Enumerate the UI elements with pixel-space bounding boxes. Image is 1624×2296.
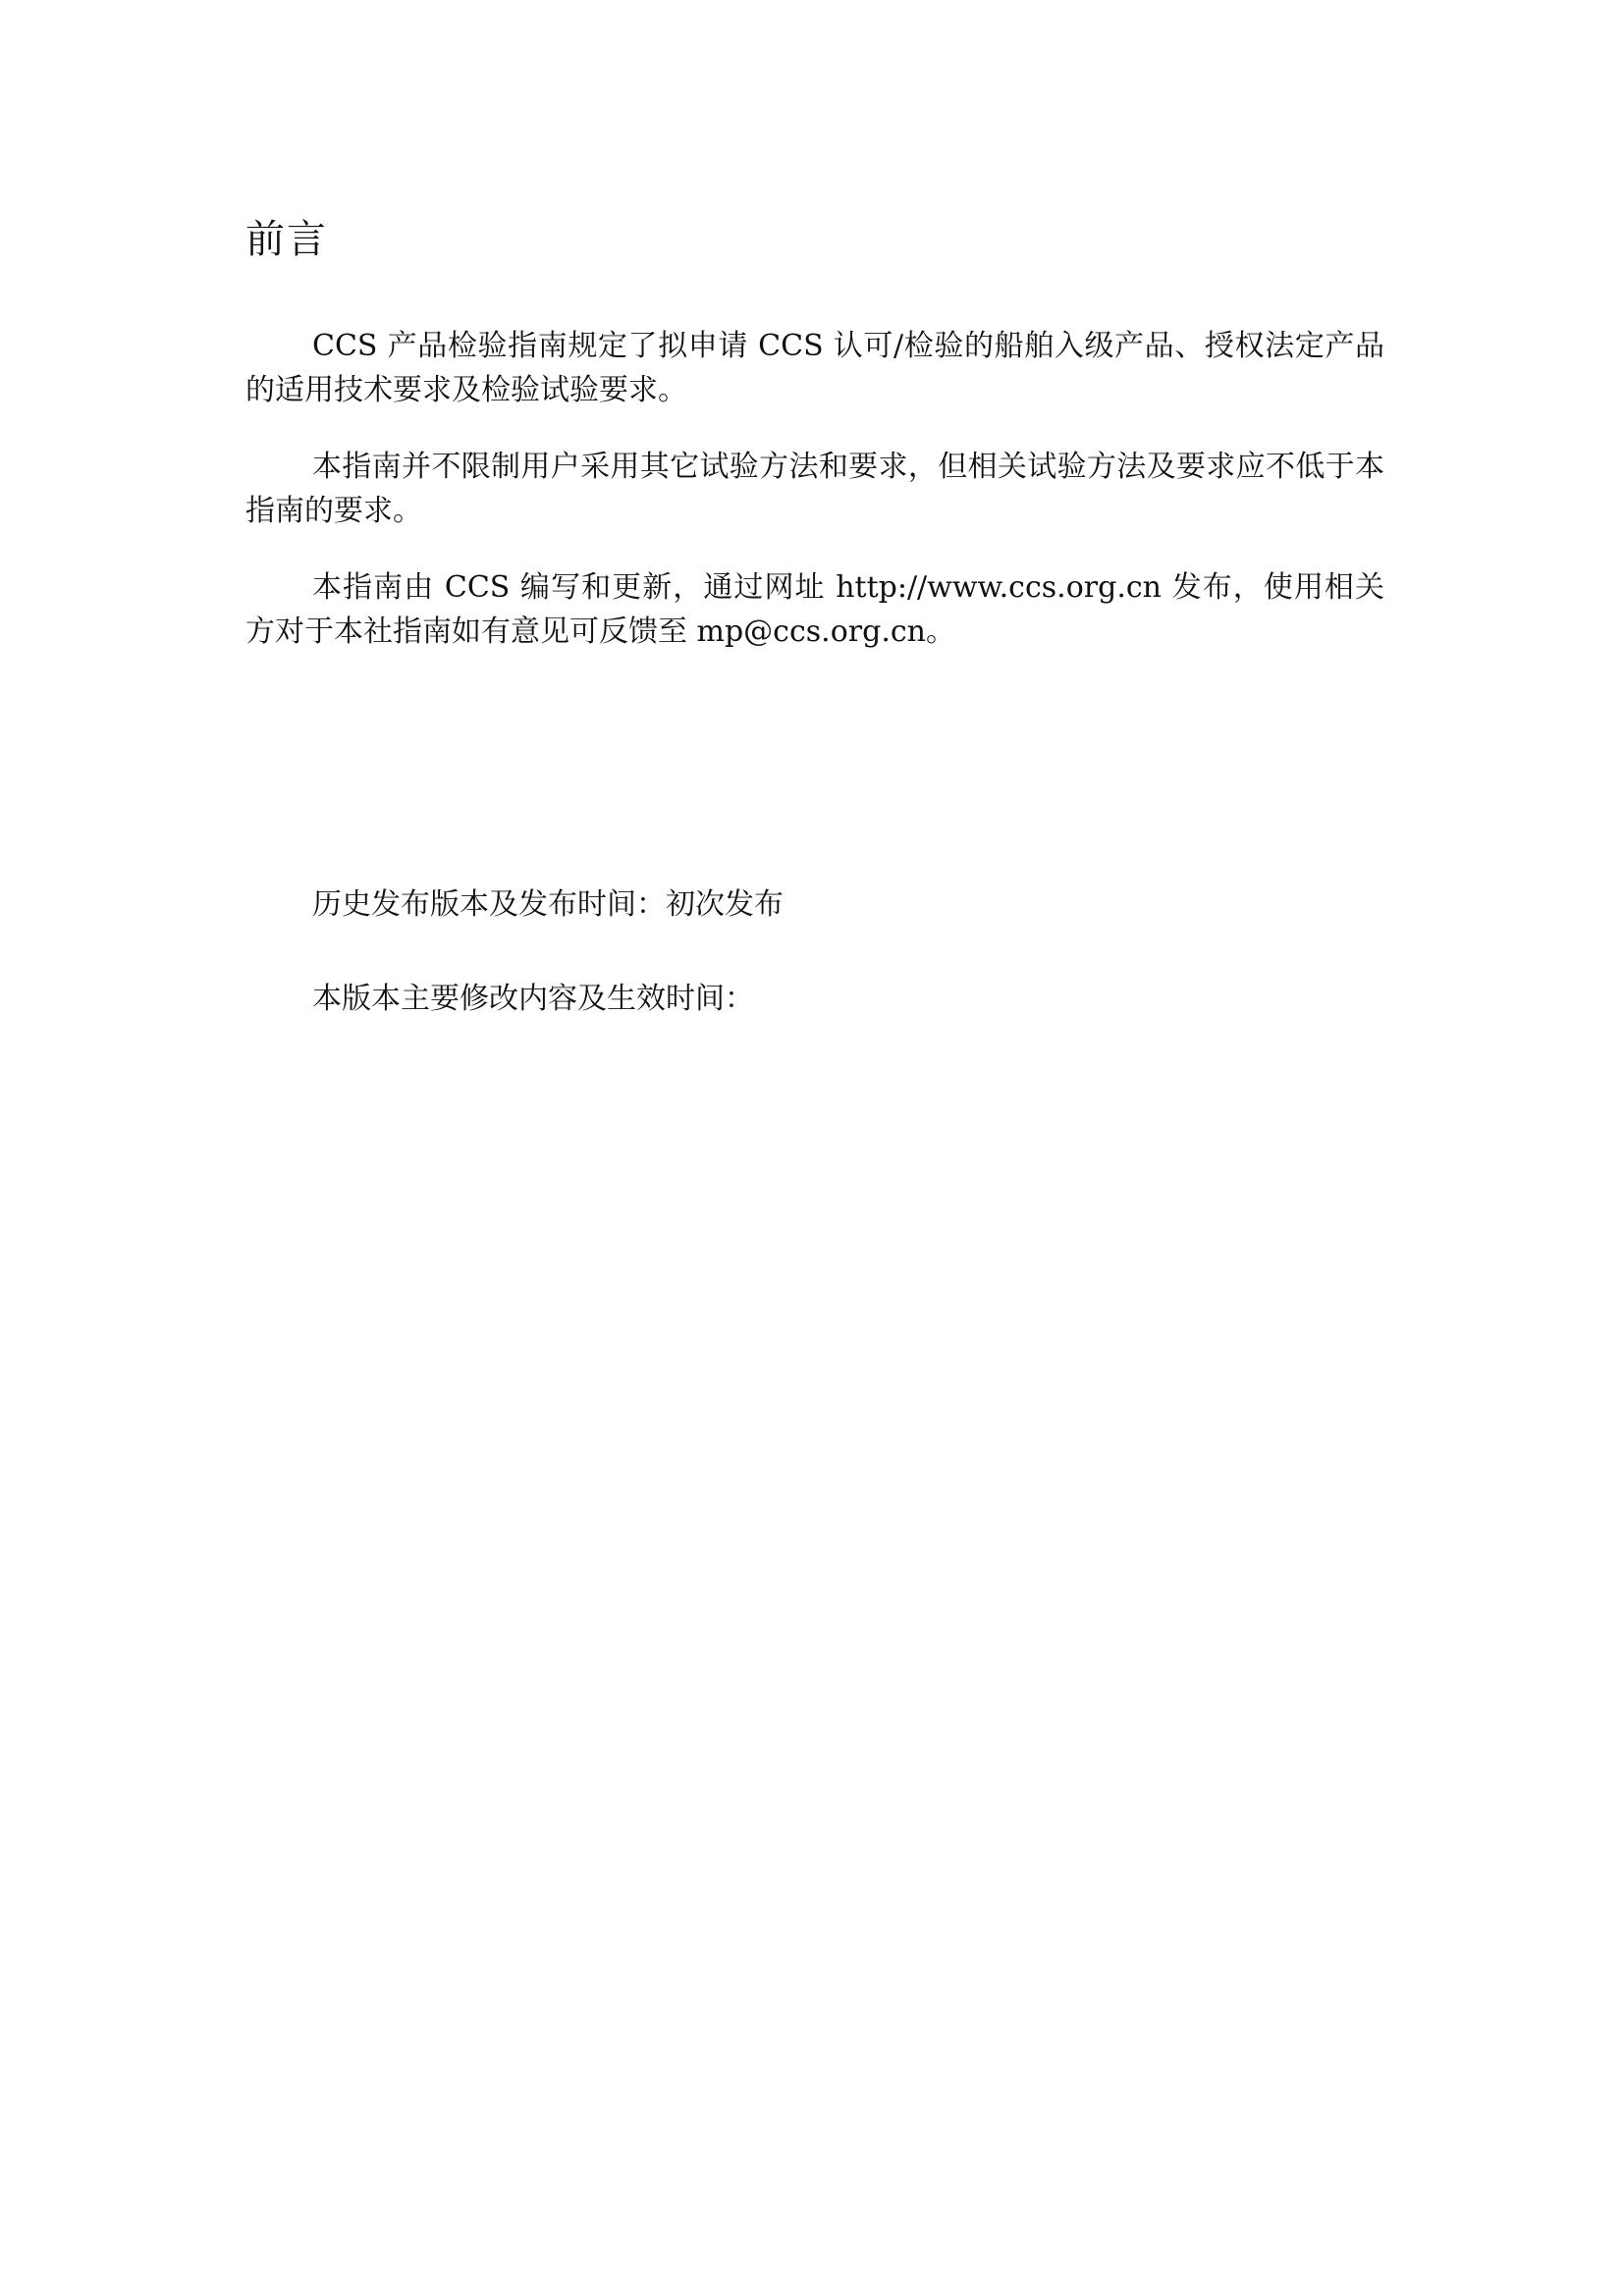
preface-paragraph-methods: 本指南并不限制用户采用其它试验方法和要求，但相关试验方法及要求应不低于本指南的要求。	[245, 450, 1384, 528]
page-title: 前言	[245, 217, 328, 262]
preface-paragraph-scope: CCS 产品检验指南规定了拟申请 CCS 认可/检验的船舶入级产品、授权法定产品的适用技术要求及检验试验要求。	[245, 329, 1384, 407]
release-history-line: 历史发布版本及发布时间：初次发布	[312, 887, 784, 922]
preface-paragraph-contact: 本指南由 CCS 编写和更新，通过网址 http://www.ccs.org.cn 发布，使用相关方对于本社指南如有意见可反馈至 mp@ccs.org.cn。	[245, 570, 1384, 649]
version-changes-line: 本版本主要修改内容及生效时间：	[312, 982, 754, 1016]
